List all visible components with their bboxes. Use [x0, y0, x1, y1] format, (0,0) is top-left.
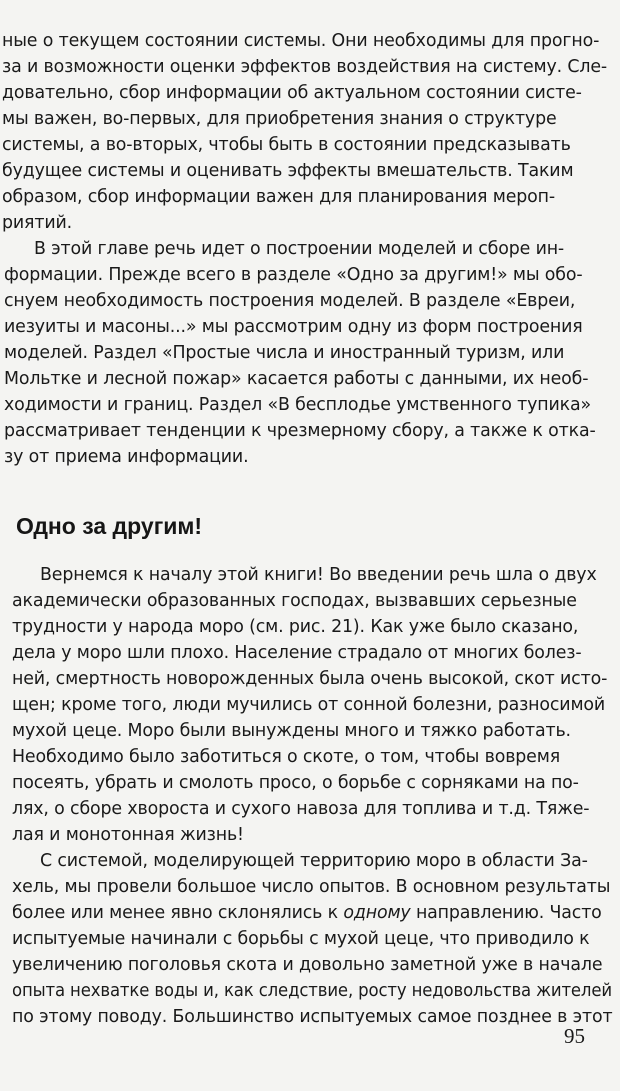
text-line: мухой цеце. Моро были вынуждены много и тяжко работать. — [12, 721, 571, 741]
text-line: щен; кроме того, люди мучились от сонной болезни, разносимой — [12, 695, 606, 715]
text-line: Мольтке и лесной пожар» касается работы с данными, их необ- — [4, 369, 589, 389]
text-line: дела у моро шли плохо. Население страдало от многих болез- — [12, 643, 582, 663]
text-line: испытуемые начинали с борьбы с мухой цеце, что приводило к — [12, 929, 590, 949]
text-line: системы, а во-вторых, чтобы быть в состоянии предсказывать — [2, 135, 571, 155]
text-line: за и возможности оценки эффектов воздействия на систему. Сле- — [2, 57, 608, 77]
text-line: снуем необходимость построения моделей. В разделе «Евреи, — [4, 291, 576, 311]
text-line: С системой, моделирующей территорию моро в области За- — [40, 851, 588, 871]
emphasized-word: одному — [343, 903, 411, 923]
text-line: риятий. — [2, 213, 73, 233]
text-line: опыта нехватке воды и, как следствие, росту недовольства жителей — [12, 981, 612, 1001]
text-line: мы важен, во-первых, для приобретения знания о структуре — [2, 109, 557, 129]
text-line: ней, смертность новорожденных была очень высокой, скот исто- — [12, 669, 608, 689]
text-line: моделей. Раздел «Простые числа и иностранный туризм, или — [4, 343, 565, 363]
page-number: 95 — [564, 1024, 585, 1048]
text-line: по этому поводу. Большинство испытуемых самое позднее в этот — [12, 1007, 613, 1027]
text-line: будущее системы и оценивать эффекты вмешательств. Таким — [2, 161, 574, 181]
text-line: зу от приема информации. — [4, 447, 249, 467]
text-line: формации. Прежде всего в разделе «Одно за другим!» мы обо- — [4, 265, 583, 285]
text-line: иезуиты и масоны...» мы рассмотрим одну из форм построения — [4, 317, 583, 337]
text-line: трудности у народа моро (см. рис. 21). Как уже было сказано, — [12, 617, 579, 637]
text-line: лая и монотонная жизнь! — [12, 825, 244, 845]
text-line: Вернемся к началу этой книги! Во введении речь шла о двух — [40, 565, 597, 585]
section-heading: Одно за другим! — [16, 513, 203, 539]
text-line: образом, сбор информации важен для планирования мероп- — [2, 187, 555, 207]
text-line: хель, мы провели большое число опытов. В основном результаты — [12, 877, 611, 897]
text-line: довательно, сбор информации об актуальном состоянии систе- — [2, 83, 582, 103]
text-segment: направлению. Часто — [410, 903, 602, 923]
text-line: ходимости и границ. Раздел «В бесплодье умственного тупика» — [4, 395, 592, 415]
text-line: лях, о сборе хвороста и сухого навоза для топлива и т.д. Тяже- — [12, 799, 590, 819]
text-line-with-emphasis — [12, 900, 602, 926]
text-line: посеять, убрать и смолоть просо, о борьбе с сорняками на по- — [12, 773, 579, 793]
text-line: В этой главе речь идет о построении моделей и сборе ин- — [34, 239, 565, 259]
text-line: рассматривает тенденции к чрезмерному сбору, а также к отка- — [4, 421, 596, 441]
text-line: Необходимо было заботиться о скоте, о том, чтобы вовремя — [12, 747, 561, 767]
text-segment: более или менее явно склонялись к — [12, 903, 344, 923]
text-line: ные о текущем состоянии системы. Они необходимы для прогно- — [2, 31, 600, 51]
text-line: увеличению поголовья скота и довольно заметной уже в начале — [12, 955, 603, 975]
text-line: академически образованных господах, вызвавших серьезные — [12, 591, 577, 611]
